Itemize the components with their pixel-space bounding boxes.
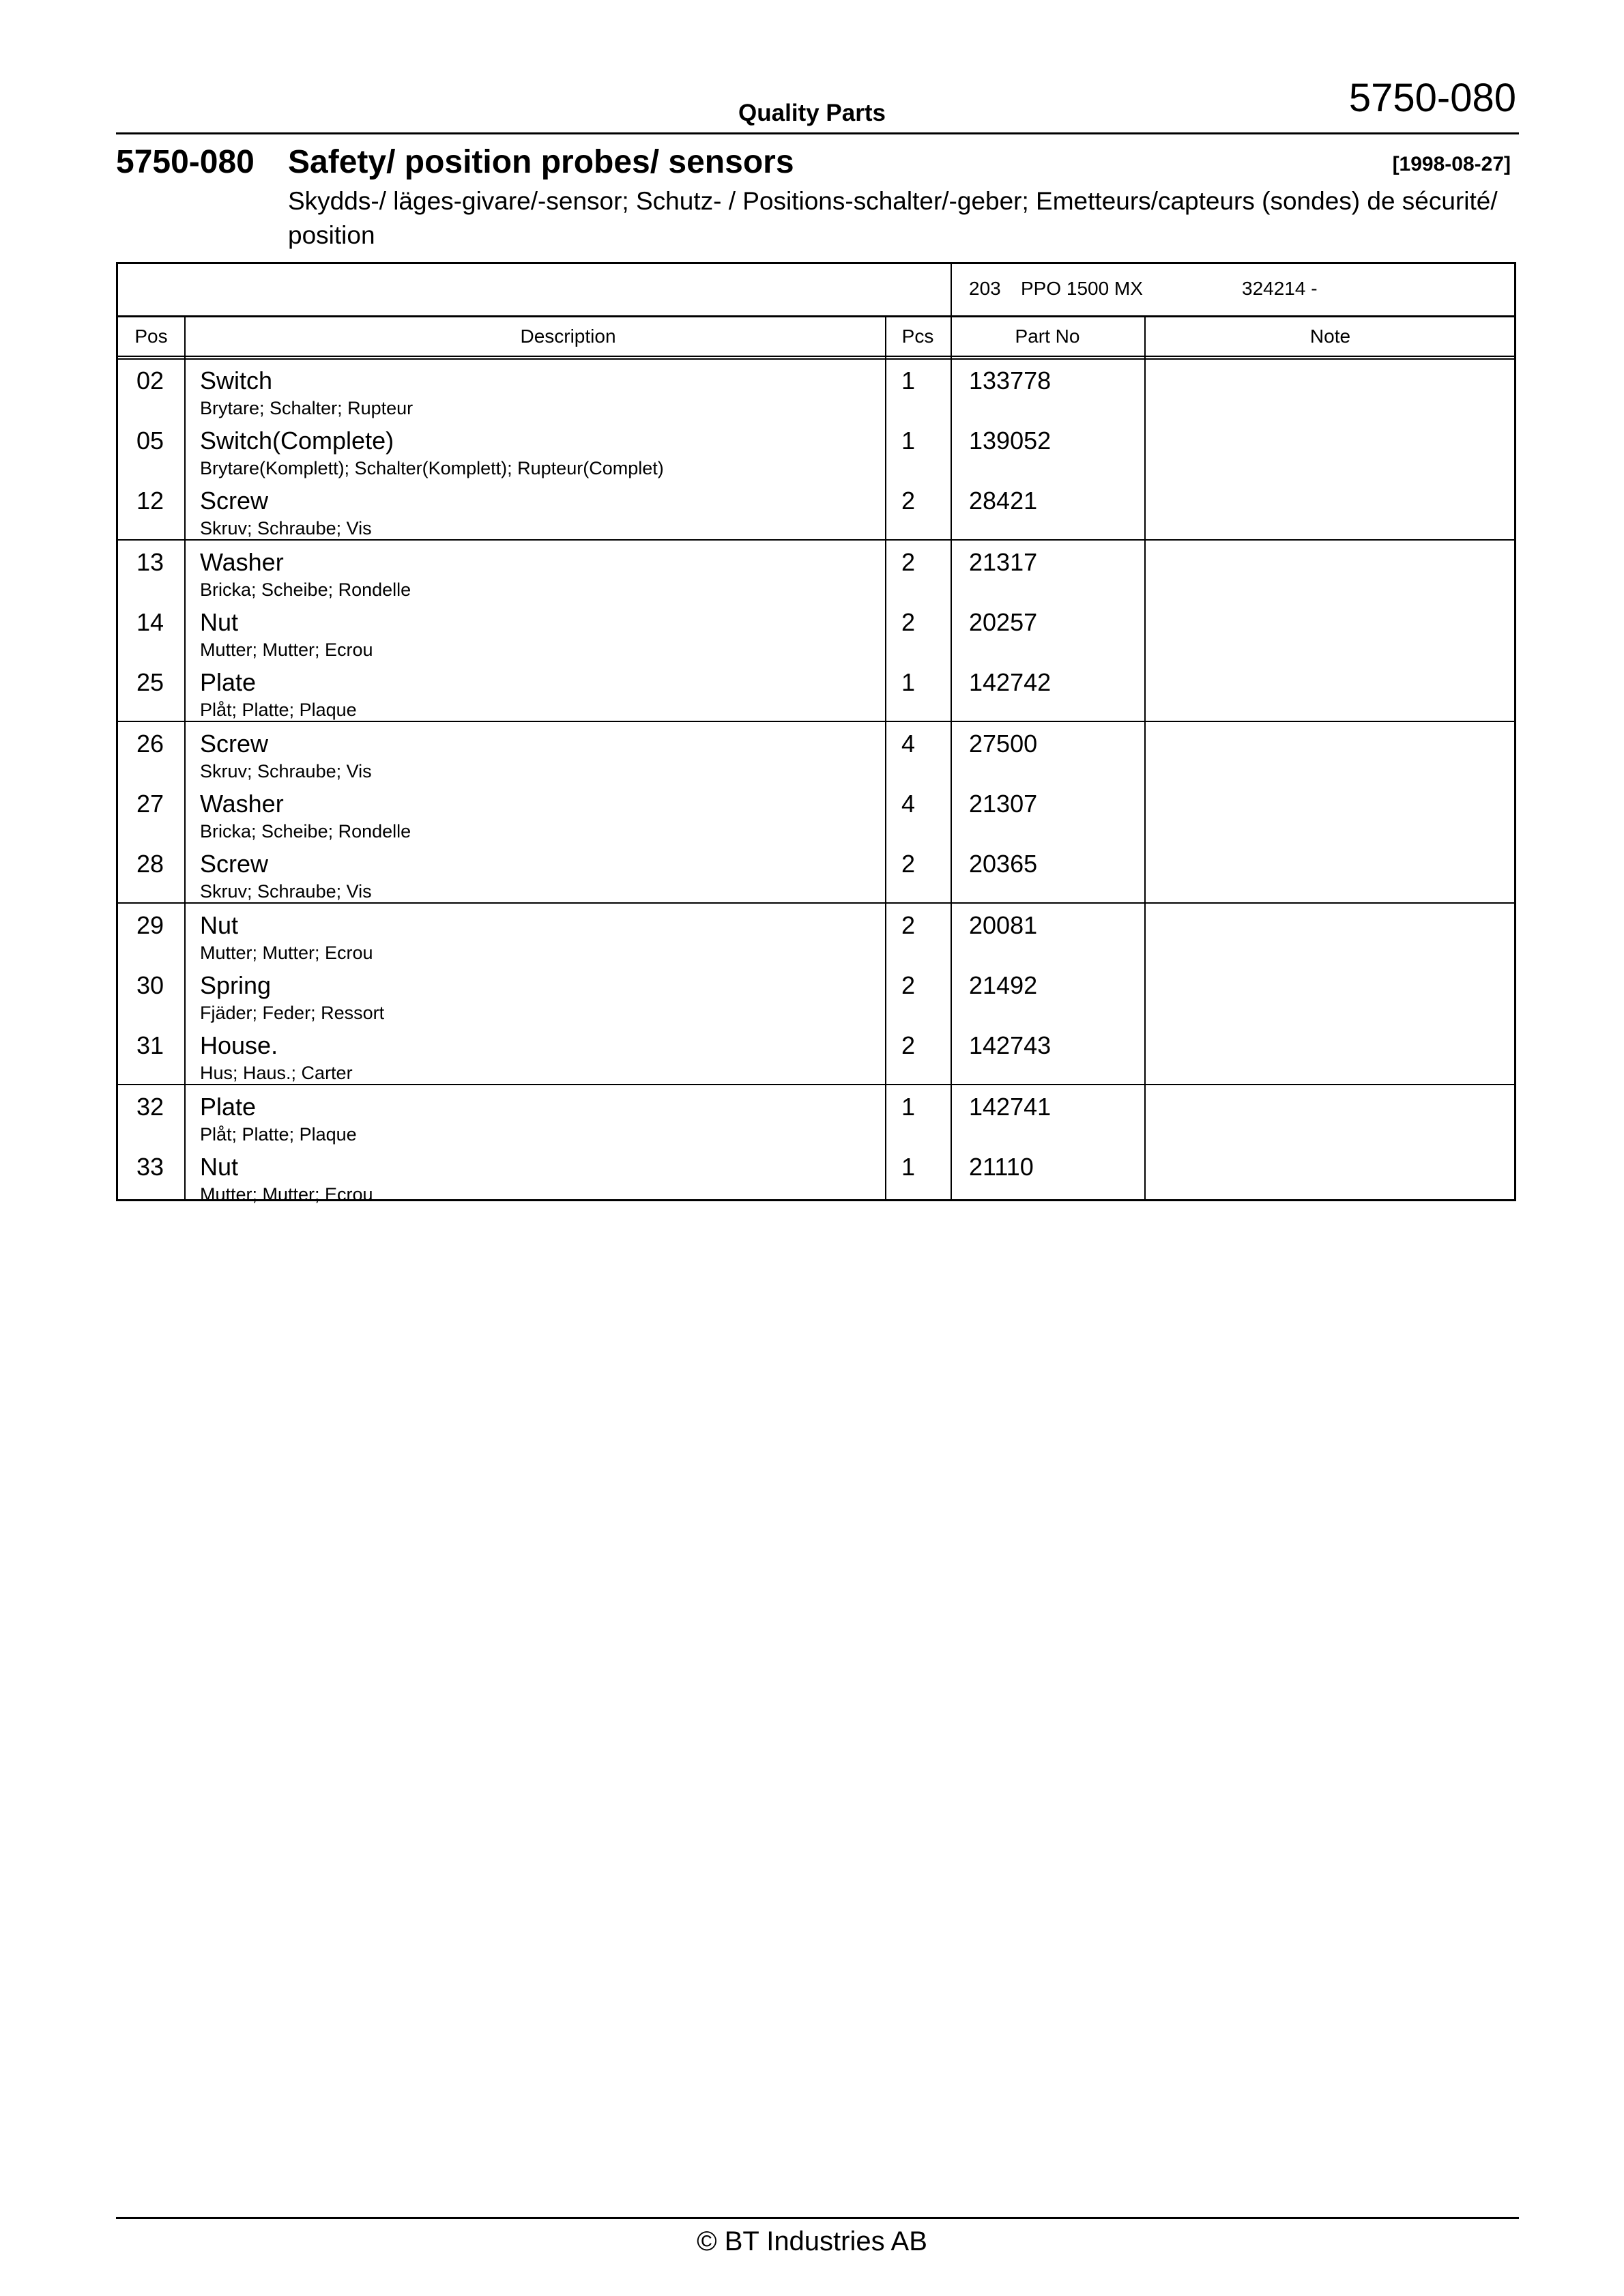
row-translation: Brytare(Komplett); Schalter(Komplett); Rupteur(Complet) xyxy=(200,458,664,478)
row-translation: Skruv; Schraube; Vis xyxy=(200,881,372,902)
row-pos: 13 xyxy=(136,548,164,576)
row-pos: 02 xyxy=(136,367,164,394)
table-row xyxy=(118,964,1514,1024)
row-pcs: 2 xyxy=(901,487,916,515)
row-part-no: 28421 xyxy=(969,487,1038,515)
row-pcs: 4 xyxy=(901,790,916,818)
row-part-no: 21110 xyxy=(969,1153,1034,1181)
row-pos: 33 xyxy=(136,1153,164,1181)
table-row xyxy=(118,661,1514,721)
column-header-part-no: Part No xyxy=(1015,326,1080,347)
row-part-no: 20081 xyxy=(969,911,1038,939)
row-pos: 30 xyxy=(136,971,164,999)
table-row xyxy=(118,904,1514,964)
table-row xyxy=(118,723,1514,783)
row-translation: Skruv; Schraube; Vis xyxy=(200,518,372,539)
row-translation: Plåt; Platte; Plaque xyxy=(200,700,357,720)
row-description: Plate xyxy=(200,668,257,696)
table-row xyxy=(118,843,1514,903)
header-title: Quality Parts xyxy=(738,100,886,126)
row-pcs: 2 xyxy=(901,548,916,576)
column-header-pcs: Pcs xyxy=(901,326,934,347)
row-pos: 32 xyxy=(136,1093,164,1121)
row-pos: 05 xyxy=(136,427,164,455)
header-divider xyxy=(116,132,1519,134)
column-header-description: Description xyxy=(520,326,616,347)
model-row-divider xyxy=(951,264,952,317)
row-pcs: 2 xyxy=(901,911,916,939)
row-translation: Mutter; Mutter; Ecrou xyxy=(200,943,373,963)
row-description: Nut xyxy=(200,608,239,636)
section-subtitle: Skydds-/ läges-givare/-sensor; Schutz- / Positions-schalter/-geber; Emetteurs/capteurs (sondes) de sécurité/ position xyxy=(288,187,1498,249)
row-translation: Mutter; Mutter; Ecrou xyxy=(200,640,373,660)
row-pcs: 4 xyxy=(901,730,916,758)
row-description: Nut xyxy=(200,1153,239,1181)
table-row xyxy=(118,601,1514,661)
row-pos: 26 xyxy=(136,730,164,758)
row-translation: Mutter; Mutter; Ecrou xyxy=(200,1184,373,1205)
row-description: House. xyxy=(200,1031,278,1059)
parts-table xyxy=(116,262,1516,1205)
row-description: Switch xyxy=(200,367,273,394)
row-description: Switch(Complete) xyxy=(200,427,394,455)
row-pcs: 2 xyxy=(901,1031,916,1059)
row-pcs: 2 xyxy=(901,608,916,636)
table-row xyxy=(118,541,1514,601)
section-title: Safety/ position probes/ sensors xyxy=(288,144,794,180)
table-row xyxy=(118,420,1514,480)
row-part-no: 27500 xyxy=(969,730,1038,758)
row-pcs: 1 xyxy=(901,1153,916,1181)
row-translation: Bricka; Scheibe; Rondelle xyxy=(200,579,411,600)
row-translation: Bricka; Scheibe; Rondelle xyxy=(200,821,411,842)
row-translation: Brytare; Schalter; Rupteur xyxy=(200,398,414,418)
row-part-no: 133778 xyxy=(969,367,1052,394)
column-header-note: Note xyxy=(1309,326,1351,347)
row-pcs: 1 xyxy=(901,367,916,394)
row-description: Screw xyxy=(200,850,269,878)
row-pos: 25 xyxy=(136,668,164,696)
row-translation: Plåt; Platte; Plaque xyxy=(200,1124,357,1145)
row-translation: Hus; Haus.; Carter xyxy=(200,1063,353,1083)
model-series: 203 xyxy=(969,278,1001,299)
row-part-no: 142743 xyxy=(969,1031,1052,1059)
row-pcs: 1 xyxy=(901,427,916,455)
row-translation: Skruv; Schraube; Vis xyxy=(200,761,372,781)
row-part-no: 20257 xyxy=(969,608,1038,636)
model-name: PPO 1500 MX xyxy=(1021,278,1143,299)
row-pos: 14 xyxy=(136,608,164,636)
column-header-pos: Pos xyxy=(134,326,168,347)
row-pos: 28 xyxy=(136,850,164,878)
row-part-no: 21492 xyxy=(969,971,1038,999)
table-row xyxy=(118,1024,1514,1085)
row-description: Washer xyxy=(200,790,284,818)
table-row xyxy=(118,1086,1514,1146)
table-row xyxy=(118,1146,1514,1206)
row-description: Spring xyxy=(200,971,272,999)
row-part-no: 139052 xyxy=(969,427,1052,455)
table-row xyxy=(118,360,1514,420)
row-description: Screw xyxy=(200,730,269,758)
row-pcs: 2 xyxy=(901,971,916,999)
table-row xyxy=(118,783,1514,843)
row-part-no: 21307 xyxy=(969,790,1038,818)
section-number: 5750-080 xyxy=(116,144,255,180)
model-row xyxy=(118,264,1514,317)
row-pcs: 1 xyxy=(901,668,916,696)
row-pos: 12 xyxy=(136,487,164,515)
row-description: Nut xyxy=(200,911,239,939)
footer-divider xyxy=(116,2217,1519,2219)
row-part-no: 20365 xyxy=(969,850,1038,878)
row-translation: Fjäder; Feder; Ressort xyxy=(200,1003,385,1023)
row-pos: 27 xyxy=(136,790,164,818)
row-pcs: 2 xyxy=(901,850,916,878)
row-description: Screw xyxy=(200,487,269,515)
row-pcs: 1 xyxy=(901,1093,916,1121)
row-part-no: 142741 xyxy=(969,1093,1052,1121)
row-pos: 31 xyxy=(136,1031,164,1059)
header-page-code: 5750-080 xyxy=(1348,76,1516,120)
row-part-no: 21317 xyxy=(969,548,1038,576)
row-description: Washer xyxy=(200,548,284,576)
row-part-no: 142742 xyxy=(969,668,1052,696)
model-serial: 324214 - xyxy=(1242,278,1318,299)
row-description: Plate xyxy=(200,1093,257,1121)
table-row xyxy=(118,480,1514,540)
row-pos: 29 xyxy=(136,911,164,939)
section-date: [1998-08-27] xyxy=(1392,153,1511,175)
copyright-footer: © BT Industries AB xyxy=(697,2226,927,2256)
